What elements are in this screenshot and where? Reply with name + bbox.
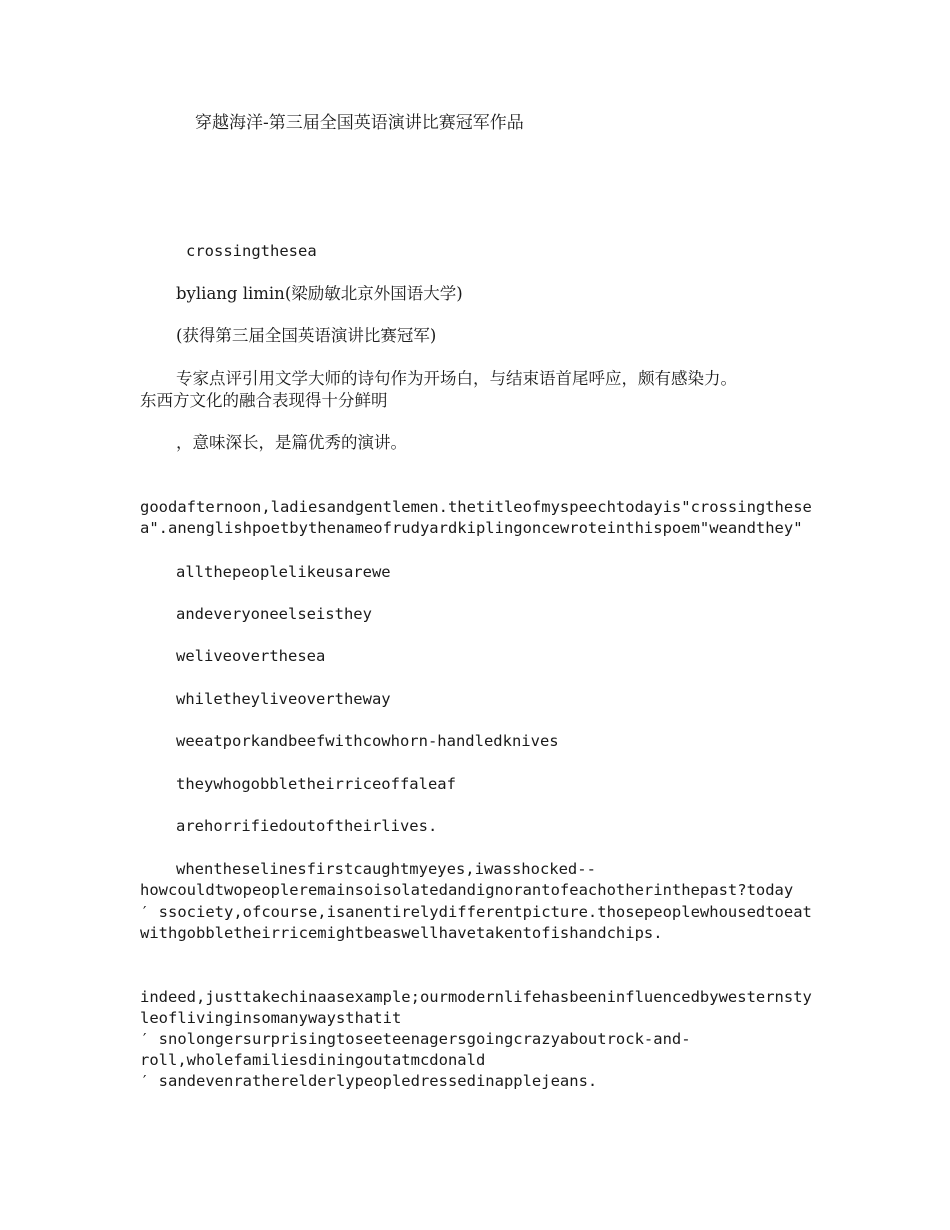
expert-comment-line-3: ，意味深长，是篇优秀的演讲。: [176, 433, 407, 452]
award-line: (获得第三届全国英语演讲比赛冠军): [176, 326, 437, 345]
poem-line: weliveoverthesea: [176, 647, 326, 665]
paragraph-line: withgobbletheirricemightbeaswellhavetakentofishandchips.: [140, 924, 663, 942]
intro-line-2: a".anenglishpoetbythenameofrudyardkiplingoncewroteinthispoem"weandthey": [140, 519, 803, 537]
intro-line-1: goodafternoon,ladiesandgentlemen.thetitleofmyspeechtodayis"crossingthese: [140, 498, 812, 516]
poem-line: whiletheyliveovertheway: [176, 690, 391, 708]
speech-title: crossingthesea: [186, 242, 317, 260]
paragraph-line: leoflivinginsomanywaysthatit: [140, 1009, 402, 1027]
paragraph-line: indeed,justtakechinaasexample;ourmodernlifehasbeeninfluencedbywesternsty: [140, 988, 812, 1006]
paragraph-line: ′ ssociety,ofcourse,isanentirelydifferentpicture.thosepeoplewhousedtoeat: [140, 903, 812, 921]
poem-line: arehorrifiedoutoftheirlives.: [176, 817, 438, 835]
author-line: byliang limin(梁励敏北京外国语大学): [176, 284, 463, 303]
paragraph-line: howcouldtwopeopleremainsoisolatedandignorantofeachotherinthepast?today: [140, 881, 794, 899]
paragraph-line: whentheselinesfirstcaughtmyeyes,iwasshocked--: [176, 860, 596, 878]
poem-line: allthepeoplelikeusarewe: [176, 563, 391, 581]
expert-comment-line-2: 东西方文化的融合表现得十分鲜明: [140, 391, 388, 410]
paragraph-line: roll,wholefamiliesdiningoutatmcdonald: [140, 1051, 486, 1069]
poem-line: weeatporkandbeefwithcowhorn-handledknives: [176, 732, 559, 750]
poem-line: andeveryoneelseisthey: [176, 605, 372, 623]
expert-comment-line-1: 专家点评引用文学大师的诗句作为开场白，与结束语首尾呼应，颇有感染力。: [176, 369, 737, 388]
poem-line: theywhogobbletheirriceoffaleaf: [176, 775, 456, 793]
document-title: 穿越海洋-第三届全国英语演讲比赛冠军作品: [195, 113, 524, 133]
paragraph-line: ′ snolongersurprisingtoseeteenagersgoingcrazyaboutrock-and-: [140, 1030, 691, 1048]
paragraph-line: ′ sandevenratherelderlypeopledressedinapplejeans.: [140, 1072, 598, 1090]
